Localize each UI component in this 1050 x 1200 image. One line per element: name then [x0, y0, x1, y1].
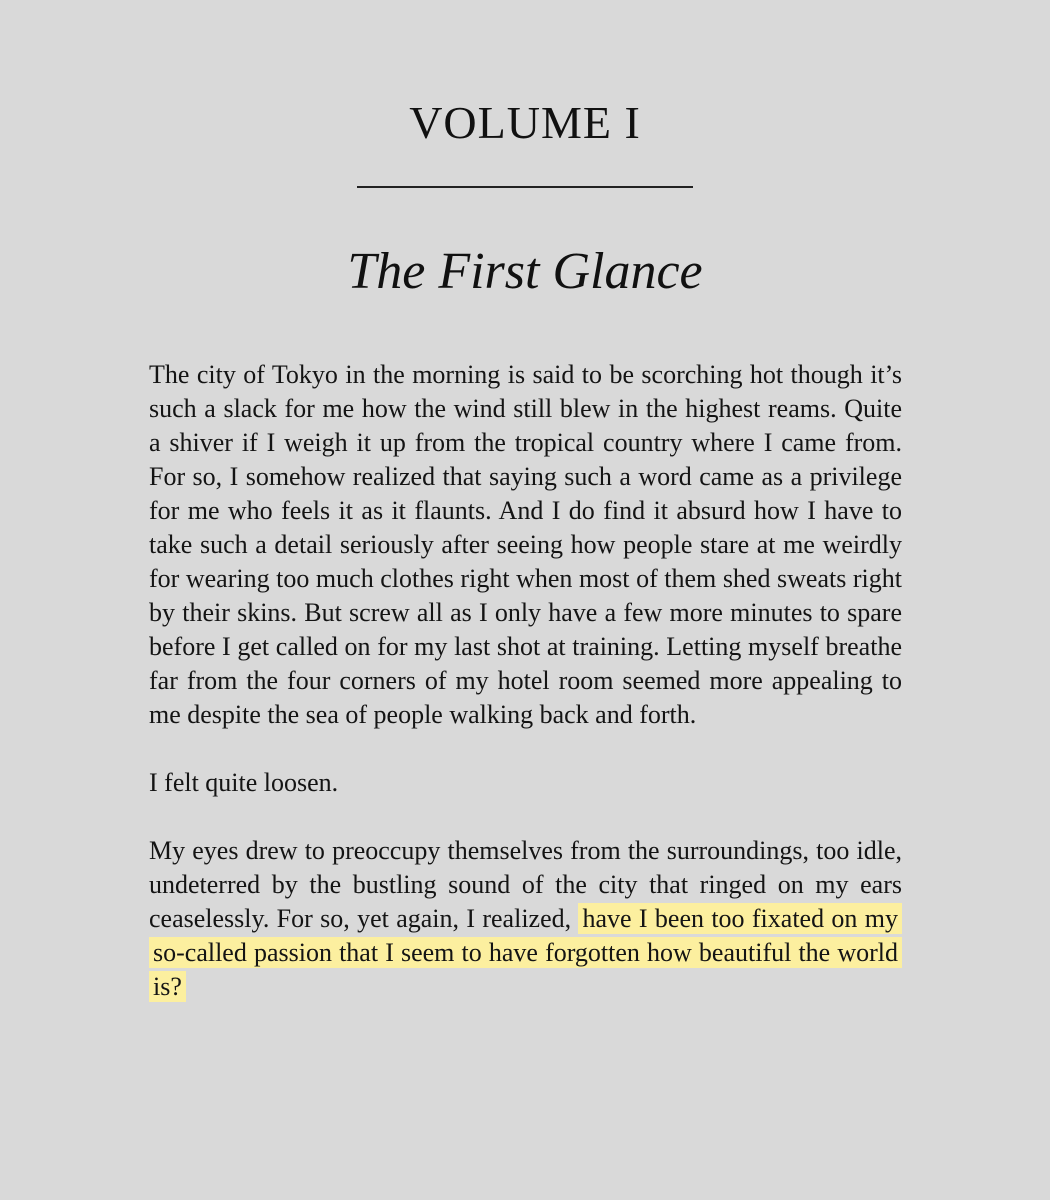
paragraph-2: I felt quite loosen.	[149, 768, 339, 797]
title-divider	[357, 186, 693, 188]
paragraph-1: The city of Tokyo in the morning is said to be scorching hot though it’s such a slack for me how the wind still blew in the highest reams. Quite a shiver if I weigh it up from the tropical country where I came from. For so, I somehow realized that saying such a word came as a privilege for me who feels it as it flaunts. And I do find it absurd how I have to take such a detail seriously after seeing how people stare at me weirdly for wearing too much clothes right when most of them shed sweats right by their skins. But screw all as I only have a few more minutes to spare before I get called on for my last shot at training. Letting myself breathe far from the four corners of my hotel room seemed more appealing to me despite the sea of people walking back and forth.	[149, 360, 902, 729]
volume-title: VOLUME I	[409, 97, 641, 148]
chapter-title: The First Glance	[347, 243, 703, 300]
paragraph-3	[149, 834, 902, 1004]
paragraph-3-text: My eyes drew to preoccupy themselves from the surroundings, too idle, undeterred by the bustling sound of the city that ringed on my ears ceaselessly. For so, yet again, I realized,	[149, 836, 902, 933]
highlighted-passage: have I been too fixated on my so-called passion that I seem to have forgotten how beautiful the world is?	[149, 903, 902, 1002]
body-text	[149, 358, 902, 1038]
